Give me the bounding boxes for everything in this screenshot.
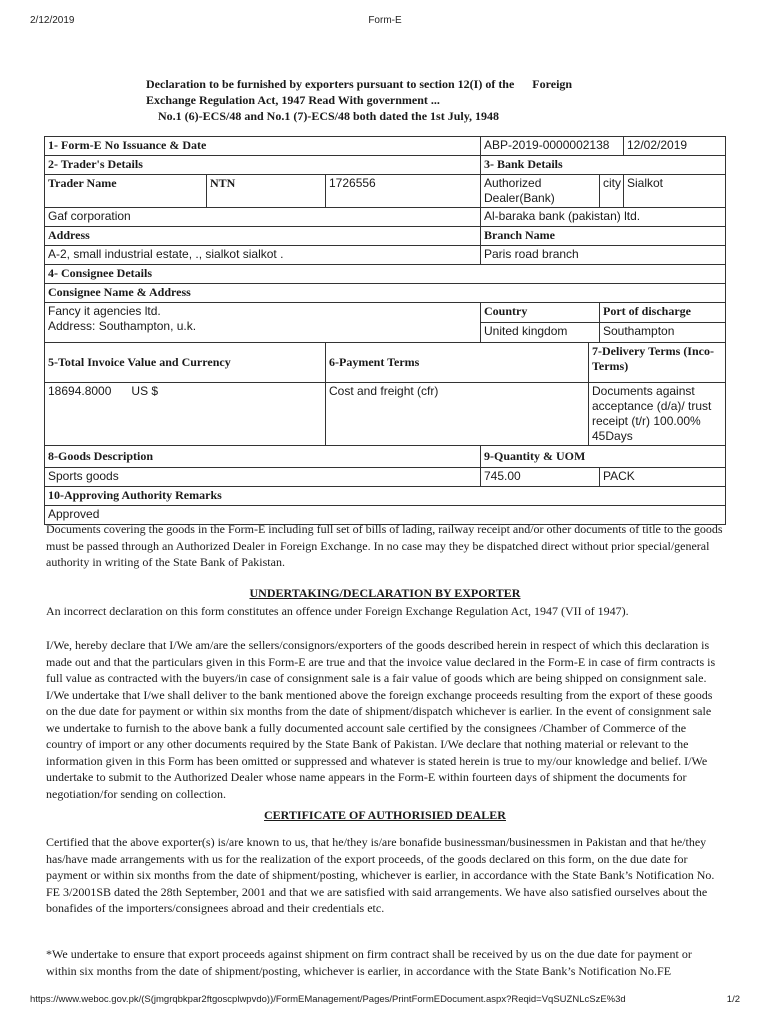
consignee-block — [45, 303, 481, 343]
invoice-label: 5-Total Invoice Value and Currency — [45, 343, 326, 383]
declaration-line-2: Exchange Regulation Act, 1947 Read With government ... — [146, 93, 440, 107]
remarks-label: 10-Approving Authority Remarks — [45, 487, 726, 506]
undertaking-heading: UNDERTAKING/DECLARATION BY EXPORTER — [249, 586, 521, 600]
ntn-value: 1726556 — [326, 175, 481, 208]
issuance-label: 1- Form-E No Issuance & Date — [45, 137, 481, 156]
uom-value: PACK — [600, 468, 726, 487]
trader-name-label: Trader Name — [45, 175, 207, 208]
trader-address: A-2, small industrial estate, ., sialkot sialkot . — [45, 246, 481, 265]
consignee-details-label: 4- Consignee Details — [45, 265, 726, 284]
print-title: Form-E — [368, 15, 402, 26]
certificate-paragraph: Certified that the above exporter(s) is/are known to us, that he/they is/are bonafide businessman/businessmen in Pakistan and that he/they has/have made arrangements with us for the realization of the export proceeds, of the goods declared on this form, on the due date for payment or within six months from the date of shipment/posting, whichever is earlier, in accordance with the State Bank’s Notification No. FE 3/2001SB dated the 28th September, 2001 and that we are satisfied with said arrangements. We have also satisfied ourselves about the bonafides of the importers/consignees abroad and their credentials etc. — [46, 835, 715, 915]
bank-name: Al-baraka bank (pakistan) ltd. — [481, 208, 726, 227]
trader-name: Gaf corporation — [45, 208, 481, 227]
form-number: ABP-2019-0000002138 — [481, 137, 624, 156]
form-date: 12/02/2019 — [624, 137, 726, 156]
goods-description: Sports goods — [45, 468, 481, 487]
bank-type: Authorized Dealer(Bank) — [481, 175, 600, 208]
delivery-terms: Documents against acceptance (d/a)/ trust receipt (t/r) 100.00% 45Days — [589, 383, 726, 446]
country-value: United kingdom — [481, 323, 600, 343]
quantity-value: 745.00 — [481, 468, 600, 487]
print-header — [30, 15, 740, 29]
page-number: 1/2 — [726, 994, 740, 1005]
undertaking-intro: An incorrect declaration on this form constitutes an offence under Foreign Exchange Regulation Act, 1947 (VII of 1947). — [46, 604, 629, 618]
documents-paragraph: Documents covering the goods in the Form-E including full set of bills of lading, railway receipt and/or other documents of title to the goods must be passed through an Authorized Dealer in Foreign Exchange. In no case may they be dispatched direct without prior special/general authority in writing of the State Bank of Pakistan. — [46, 522, 723, 569]
country-label: Country — [481, 303, 600, 323]
payment-terms: Cost and freight (cfr) — [326, 383, 589, 446]
port-value: Southampton — [600, 323, 726, 343]
print-footer — [30, 994, 740, 1008]
bank-details-label: 3- Bank Details — [481, 156, 726, 175]
delivery-terms-label: 7-Delivery Terms (Inco-Terms) — [589, 343, 726, 383]
declaration-heading — [146, 76, 626, 124]
print-url: https://www.weboc.gov.pk/(S(jmgrqbkpar2ftgoscplwpvdo))/FormEManagement/Pages/PrintFormEDocument.aspx?Reqid=VqSUZNLcSzE%3d — [30, 994, 626, 1005]
consignee-address: Address: Southampton, u.k. — [48, 319, 197, 333]
traders-details-label: 2- Trader's Details — [45, 156, 481, 175]
branch-name: Paris road branch — [481, 246, 726, 265]
certificate-heading: CERTIFICATE OF AUTHORISIED DEALER — [264, 808, 506, 822]
invoice-currency: US $ — [131, 384, 159, 398]
remarks-value: Approved — [45, 506, 726, 525]
declaration-line-3: No.1 (6)-ECS/48 and No.1 (7)-ECS/48 both dated the 1st July, 1948 — [158, 109, 500, 123]
declaration-line-1: Declaration to be furnished by exporters pursuant to section 12(I) of the Foreign — [146, 77, 573, 91]
address-label: Address — [45, 227, 481, 246]
payment-terms-label: 6-Payment Terms — [326, 343, 589, 383]
branch-name-label: Branch Name — [481, 227, 726, 246]
invoice-value-cell — [45, 383, 326, 446]
quantity-uom-label: 9-Quantity & UOM — [481, 446, 726, 468]
invoice-value: 18694.8000 — [48, 384, 112, 398]
undertaking-paragraph: I/We, hereby declare that I/We am/are the sellers/consignors/exporters of the goods described herein in respect of which this declaration is made out and that the particulars given in this Form-E are true and that the invoice value declared in the Form-E in case of firm contracts is full value as contracted with the buyers/in case of consignment sale is a fair value of goods which are being shipped on consignment sale. I/We undertake that I/we shall deliver to the bank mentioned above the foreign exchange proceeds resulting from the export of these goods on the due date for payment or within six months from the date of shipment/dispatch whichever is earlier. In the event of consignment sale we undertake to furnish to the above bank a fully documented account sale certified by the consignees /Chamber of Commerce of the country of import or any other documents required by the State Bank of Pakistan. I/We declare that nothing material or relevant to the information given in this Form has been omitted or suppressed and whatever is stated herein is true to my/our knowledge and belief. I/We undertake to submit to the Authorized Dealer whose name appears in the Form-E within fourteen days of shipment the documents for negotiation/for sending on collection. — [46, 638, 716, 801]
port-label: Port of discharge — [600, 303, 726, 323]
print-date: 2/12/2019 — [30, 15, 75, 26]
certificate-footnote: *We undertake to ensure that export proceeds against shipment on firm contract shall be received by us on the due date for payment or within six months from the date of shipment/posting, whichever is earlier, in accordance with the State Bank’s Notification No.FE — [46, 947, 692, 978]
city-value: Sialkot — [624, 175, 726, 208]
form-e-table — [44, 136, 726, 525]
city-label: city — [600, 175, 624, 208]
consignee-name-address-label: Consignee Name & Address — [45, 284, 726, 303]
ntn-label: NTN — [207, 175, 326, 208]
consignee-name: Fancy it agencies ltd. — [48, 304, 161, 318]
goods-description-label: 8-Goods Description — [45, 446, 481, 468]
